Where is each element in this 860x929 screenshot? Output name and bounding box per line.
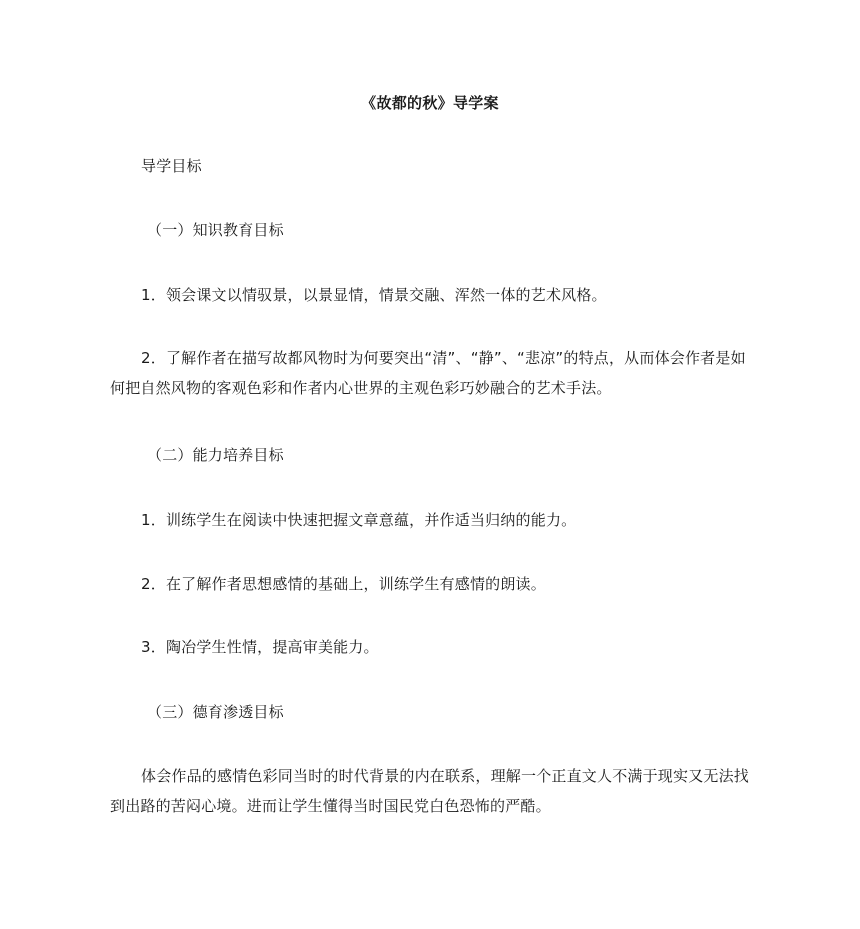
moral-item-1: 体会作品的感情色彩同当时的时代背景的内在联系，理解一个正直文人不满于现实又无法找到出路的苦闷心境。进而让学生懂得当时国民党白色恐怖的严酷。 bbox=[110, 767, 750, 815]
ability-item-2: 2．在了解作者思想感情的基础上，训练学生有感情的朗读。 bbox=[141, 575, 546, 593]
knowledge-item-2: 2．了解作者在描写故都风物时为何要突出“清”、“静”、“悲凉”的特点，从而体会作者是如何把自然风物的客观色彩和作者内心世界的主观色彩巧妙融合的艺术手法。 bbox=[110, 349, 746, 397]
subheading-moral: （三）德育渗透目标 bbox=[147, 703, 284, 721]
document-title: 《故都的秋》导学案 bbox=[361, 94, 499, 112]
ability-item-1: 1．训练学生在阅读中快速把握文章意蕴，并作适当归纳的能力。 bbox=[141, 511, 577, 529]
ability-item-3: 3．陶冶学生性情，提高审美能力。 bbox=[141, 638, 379, 656]
subheading-ability: （二）能力培养目标 bbox=[147, 446, 284, 464]
section-heading-guide: 导学目标 bbox=[141, 157, 202, 175]
subheading-knowledge: （一）知识教育目标 bbox=[147, 221, 284, 239]
knowledge-item-1: 1．领会课文以情驭景，以景显情，情景交融、浑然一体的艺术风格。 bbox=[141, 286, 607, 304]
